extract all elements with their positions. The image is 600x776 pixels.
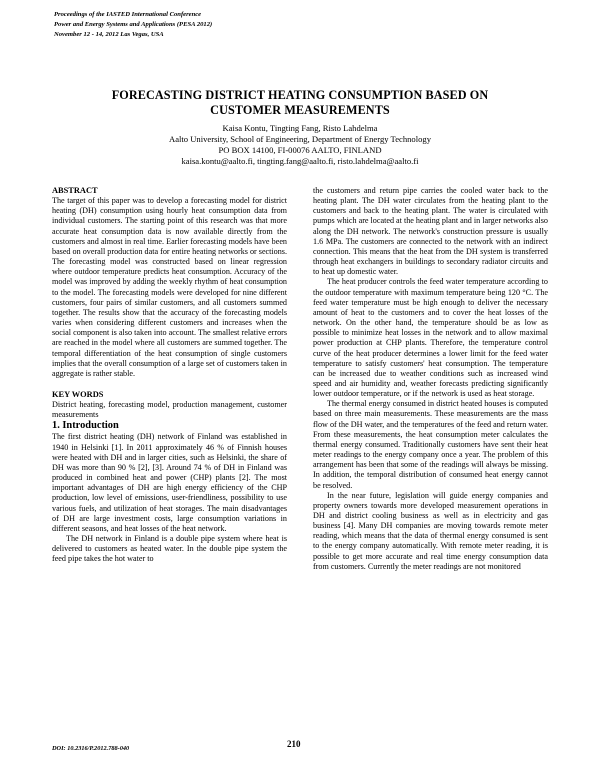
right-paragraph-1: the customers and return pipe carries the cooled water back to the heating plant. The DH water circulates from the heating plant to the customers and back to the heating plant. The water is circulated with pumps which are located at the heating plant and in larger networks also along the DH network. The network's construction pressure is usually 1.6 MPa. The customers are connected to the network with an indirect connection. This means that the heat from the DH system is transferred through heat exchangers in buildings to secondary radiator circuits and to heat up domestic water. [313,186,548,277]
header-line-3: November 12 - 14, 2012 Las Vegas, USA [54,31,164,38]
abstract-text: The target of this paper was to develop a forecasting model for district heating (DH) consumption using hourly heat consumption data from individual customers. The starting point of this research was that more accurate heat consumption data is now available directly from the customers and almost in real time. Earlier forecasting models have been based on overall production data for entire heating networks or sections. The forecasting model was constructed based on linear regression where outdoor temperature predicts heat consumption. Accuracy of the model was improved by adding the weekly rhythm of heat consumption to the model. The forecasting models were developed for nine different customers, four pairs of similar customers, and all customers summed together. The results show that the accuracy of the forecasting models varies when considering different customers and increases when the social component is also taken into account. The smallest relative errors are reached in the model where all customers are summed together. The temporal differentiation of the heat consumption of single customers implies that the overall consumption of a large set of customers taken in aggregate is rather stable. [52,196,287,378]
footer-doi: DOI: 10.2316/P.2012.788-040 [52,745,130,752]
author-block [80,123,520,167]
header-line-2: Power and Energy Systems and Applications (PESA 2012) [54,21,213,28]
keywords-block [52,390,287,420]
right-paragraph-2: The heat producer controls the feed water temperature according to the outdoor temperature with maximum temperature being 120 °C. The feed water temperature must be high enough to deliver the necessary amount of heat to the customers and to cover the heat losses of the network. On the other hand, the temperature should be as low as possible to minimize heat losses in the network and to allow maximal power production at CHP plants. Therefore, the temperature control curve of the heat producer determines a lower limit for the feed water temperature to satisfy customers' heat consumption. The temperature can be increased due to weather conditions such as increased wind speed and air humidity and, weather forecasts predicting significantly lower outdoor temperature, or if the network is used as heat storage. [313,277,548,399]
introduction-paragraph-1: The first district heating (DH) network of Finland was established in 1940 in Helsinki [1]. In 2011 approximately 46 % of Finnish houses were heated with DH and in larger cities, such as Helsinki, the share of DH was more than 90 % [2], [3]. Around 74 % of DH in Finland was produced in combined heat and power (CHP) plants [2]. The most important advantages of DH are high energy efficiency of the CHP production, low level of emissions, user-friendliness, possibility to use various fuels, and utilization of heat storages. The main disadvantages of DH are large investment costs, large consumption variations in different seasons, and heat losses of the heat network. [52,432,287,533]
title-line-2: CUSTOMER MEASUREMENTS [210,103,390,117]
paper-title [60,88,540,118]
author-names: Kaisa Kontu, Tingting Fang, Risto Lahdelma [222,123,378,133]
abstract-heading: ABSTRACT [52,186,98,195]
keywords-heading: KEY WORDS [52,389,104,399]
author-affiliation: Aalto University, School of Engineering, Department of Energy Technology [168,134,431,144]
page-number: 210 [287,739,301,749]
introduction-heading: 1. Introduction [52,420,119,432]
introduction-paragraph-2: The DH network in Finland is a double pipe system where heat is delivered to customers as heated water. In the double pipe system the feed pipe takes the hot water to [52,534,287,564]
conference-header [54,10,212,40]
keywords-text: District heating, forecasting model, production management, customer measurements [52,400,287,420]
left-column [52,186,287,564]
title-line-1: FORECASTING DISTRICT HEATING CONSUMPTION BASED ON [111,88,489,102]
author-address: PO BOX 14100, FI-00076 AALTO, FINLAND [218,145,382,155]
right-paragraph-3: The thermal energy consumed in district heated houses is computed based on three main measurements. These measurements are the mass flow of the DH water, and the temperatures of the feed and return water. From these measurements, the heat consumption meter calculates the thermal energy consumed. Traditionally customers have sent their heat meter readings to the energy company once a year. The problem of this arrangement has been that some of the readings will always be missing. In addition, the temporal distribution of consumed heat energy cannot be resolved. [313,399,548,490]
right-column [313,186,548,572]
header-line-1: Proceedings of the IASTED International Conference [54,11,202,18]
right-paragraph-4: In the near future, legislation will guide energy companies and property owners towards more developed measurement operations in DH and district cooling business as well as in electricity and gas business [4]. Many DH companies are moving towards remote meter reading, which means that the data of thermal energy consumed is sent to the energy company automatically. With remote meter reading, it is possible to get more accurate and real time energy consumption data from customers. Currently the meter readings are not monitored [313,490,548,571]
author-emails: kaisa.kontu@aalto.fi, tingting.fang@aalto.fi, risto.lahdelma@aalto.fi [181,156,419,166]
